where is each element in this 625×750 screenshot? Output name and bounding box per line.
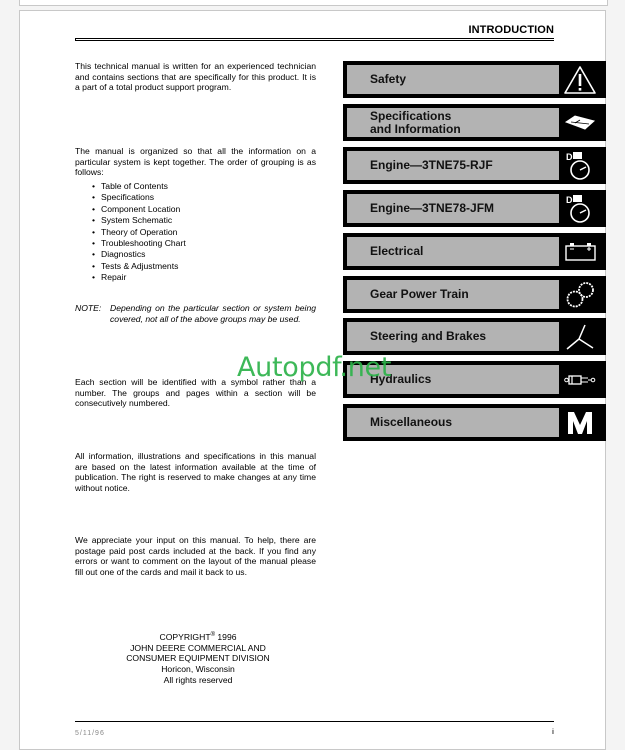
intro-paragraph: This technical manual is written for an experienced technician and contains sections that are specifically for this product. It is a part of a total product support program. <box>75 61 316 93</box>
section-tab-label: Miscellaneous <box>370 415 453 429</box>
svg-text:D: D <box>566 151 573 162</box>
section-tab-label-line2: and Information <box>370 121 461 136</box>
registered-mark: ® <box>210 632 215 638</box>
rights-reserved: All rights reserved <box>163 675 233 686</box>
grouping-list-item: • Repair <box>92 272 186 283</box>
letter-m-icon <box>560 406 600 439</box>
grouping-list-item: • Table of Contents <box>92 181 186 192</box>
information-paragraph: All information, illustrations and specifications in this manual are based on the latest information available at the time of publication. The right is reserved to make changes at any time without notice. <box>75 451 316 493</box>
grouping-list-item: • Specifications <box>92 192 186 203</box>
footer-rule <box>75 721 554 722</box>
company-location: Horicon, Wisconsin <box>161 664 235 675</box>
previous-page-edge <box>19 0 608 6</box>
engine-gauge-icon <box>560 192 600 225</box>
watermark: Autopdf.net <box>237 352 392 383</box>
section-tab-steering-brakes[interactable] <box>343 318 606 355</box>
company-line-1: JOHN DEERE COMMERCIAL AND <box>130 642 266 653</box>
grouping-list-item: • Tests & Adjustments <box>92 261 186 272</box>
grouping-list-item: • Theory of Operation <box>92 227 186 238</box>
company-line-2: CONSUMER EQUIPMENT DIVISION <box>126 653 270 664</box>
section-tab-hydraulics[interactable] <box>343 361 606 398</box>
organization-paragraph: The manual is organized so that all the information on a particular system is kept together. The order of grouping is as follows: <box>75 146 316 178</box>
section-tab-electrical[interactable] <box>343 233 606 270</box>
section-tab-label: Hydraulics <box>370 372 432 386</box>
grouping-list-item: • Troubleshooting Chart <box>92 238 186 249</box>
grouping-list-item: • Component Location <box>92 204 186 215</box>
copyright-block <box>100 630 296 686</box>
note-label: NOTE: <box>75 303 102 313</box>
copyright-label: COPYRIGHT <box>159 631 211 642</box>
grouping-list-item: • Diagnostics <box>92 249 186 260</box>
copyright-year: 1996 <box>217 631 237 642</box>
manual-book-icon <box>560 106 600 139</box>
grouping-list-item: • System Schematic <box>92 215 186 226</box>
gears-icon <box>560 278 600 311</box>
section-tab-label: Electrical <box>370 244 424 258</box>
steering-icon <box>560 320 600 353</box>
hydraulic-cylinder-icon <box>560 363 600 396</box>
section-tab-label: Engine—3TNE75-RJF <box>370 158 493 172</box>
section-tab-safety[interactable] <box>343 61 606 98</box>
section-tab-label: Gear Power Train <box>370 287 469 301</box>
footer-date: 5/11/96 <box>75 730 105 737</box>
section-tab-specifications[interactable] <box>343 104 606 141</box>
grouping-list <box>92 181 186 284</box>
svg-text:D: D <box>566 194 573 205</box>
warning-triangle-icon <box>560 63 600 96</box>
section-tab-label: Steering and Brakes <box>370 329 487 343</box>
section-tab-gear-power-train[interactable] <box>343 276 606 313</box>
page-number: i <box>552 729 554 736</box>
section-tab-miscellaneous[interactable] <box>343 404 606 441</box>
header-rule <box>75 38 554 41</box>
section-tab-label: Specifications <box>370 108 452 123</box>
section-tab-label: Safety <box>370 72 407 86</box>
engine-gauge-icon <box>560 149 600 182</box>
section-tab-label: Engine—3TNE78-JFM <box>370 201 495 215</box>
sections-paragraph: Each section will be identified with a symbol rather than a number. The groups and pages within a section will be consecutively numbered. <box>75 377 316 409</box>
note-block <box>75 303 316 324</box>
feedback-paragraph: We appreciate your input on this manual. To help, there are postage paid post cards included at the back. If you find any errors or want to comment on the layout of the manual please fill out one of the cards and mail it back to us. <box>75 535 316 577</box>
battery-icon <box>560 235 600 268</box>
section-tab-engine-3tne75[interactable] <box>343 147 606 184</box>
section-tab-engine-3tne78[interactable] <box>343 190 606 227</box>
page-header-title: INTRODUCTION <box>468 24 554 36</box>
note-text: Depending on the particular section or system being covered, not all of the above groups may be used. <box>110 303 316 324</box>
